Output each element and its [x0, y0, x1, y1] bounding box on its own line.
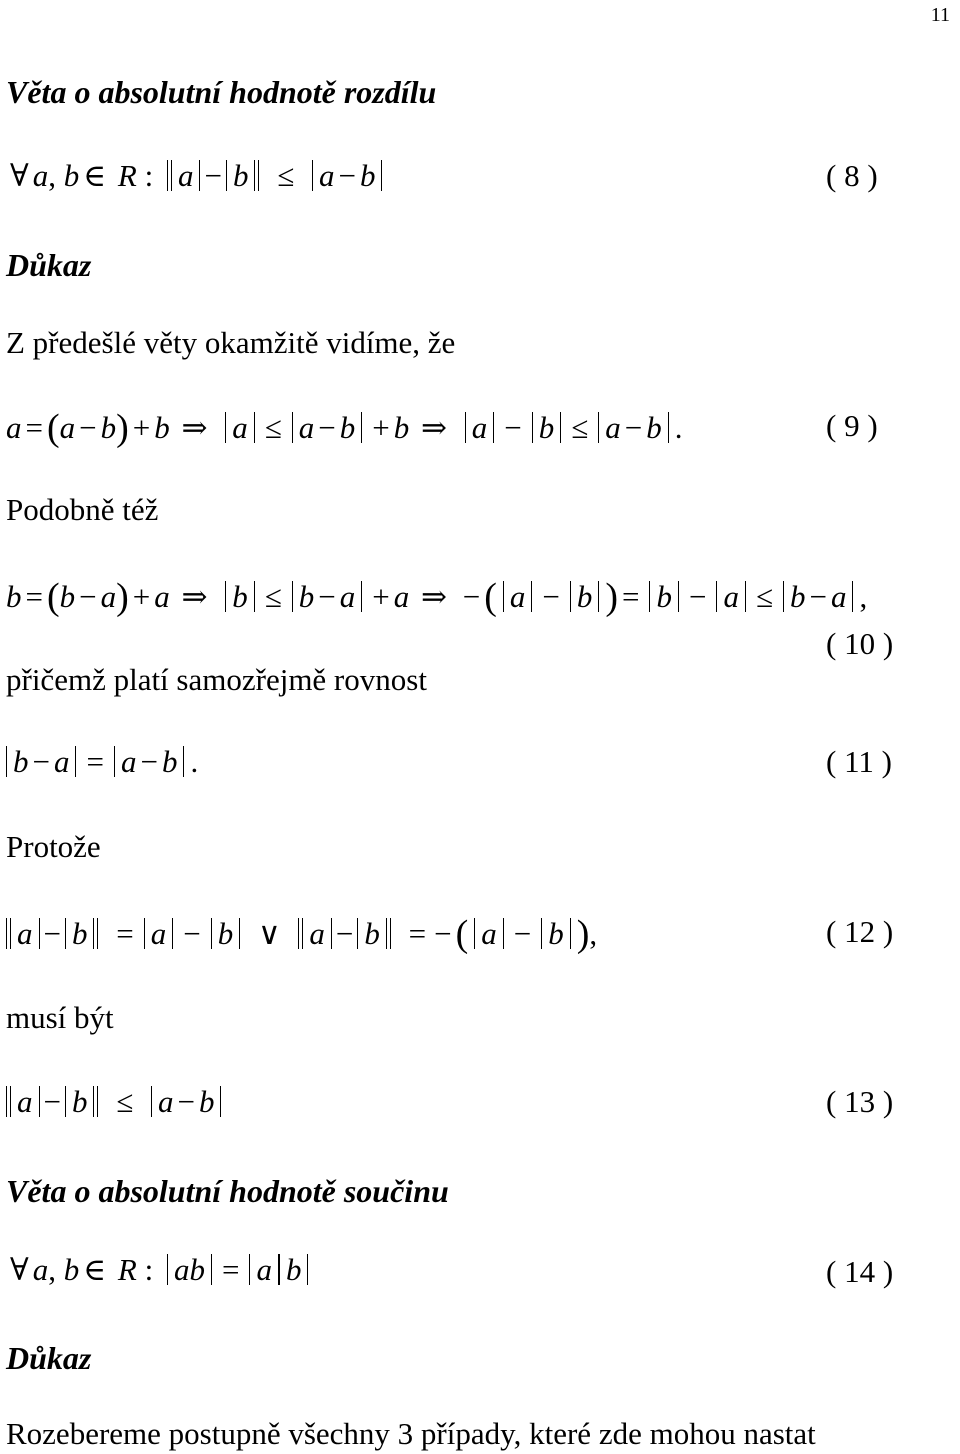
equation-number-9: ( 9 ) [826, 408, 878, 443]
theorem-heading-difference: Věta o absolutní hodnotě rozdílu [6, 74, 437, 110]
equation-number-11: ( 11 ) [826, 744, 892, 779]
equation-number-12: ( 12 ) [826, 914, 894, 949]
formula-11: b − a = a − b . [6, 744, 198, 780]
paragraph-text: Protože [6, 829, 101, 864]
theorem-heading-product: Věta o absolutní hodnotě součinu [6, 1173, 449, 1209]
paragraph-text: Rozebereme postupně všechny 3 případy, které zde mohou nastat [6, 1416, 816, 1451]
formula-8: ∀ a, b ∈ R : a − b ≤ a − b [6, 158, 388, 194]
equation-number-13: ( 13 ) [826, 1084, 894, 1119]
formula-14: ∀ a, b ∈ R : ab = a b [6, 1252, 314, 1288]
equation-number-8: ( 8 ) [826, 158, 878, 193]
formula-9: a = (a − b) + b ⇒ a ≤ a − b + b ⇒ a − b ≤ a − b . [6, 407, 683, 449]
paragraph-text: přičemž platí samozřejmě rovnost [6, 662, 427, 697]
paragraph-text: Podobně též [6, 492, 159, 527]
paragraph-text: Z předešlé věty okamžitě vidíme, že [6, 325, 456, 360]
paragraph-text: musí být [6, 1000, 114, 1035]
formula-10: b = (b − a) + a ⇒ b ≤ b − a + a ⇒ − ( a − b ) = b − a ≤ b − a , [6, 576, 868, 618]
equation-number-10: ( 10 ) [826, 626, 894, 661]
proof-label: Důkaz [6, 247, 92, 283]
equation-number-14: ( 14 ) [826, 1254, 894, 1289]
page-number: 11 [930, 4, 950, 26]
formula-13: a − b ≤ a − b [6, 1084, 227, 1120]
formula-12: a − b = a − b ∨ a − b = − ( a − b ), [6, 912, 597, 956]
proof-label: Důkaz [6, 1340, 92, 1376]
